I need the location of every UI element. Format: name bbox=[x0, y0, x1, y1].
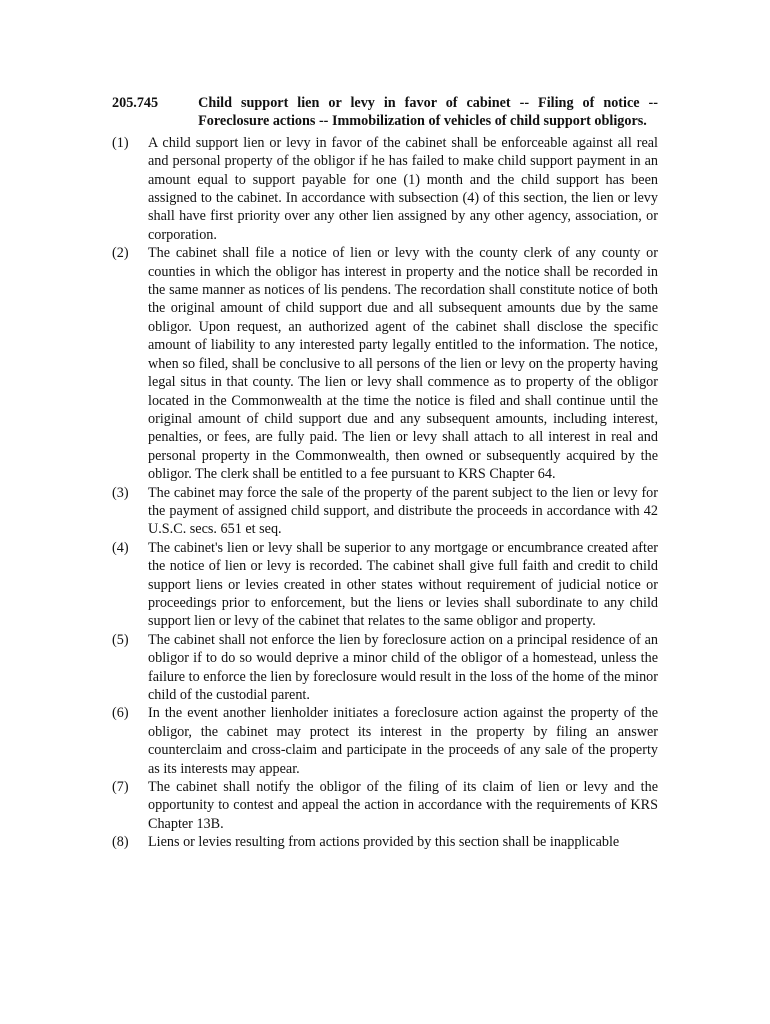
section-text: The cabinet shall notify the obligor of the filing of its claim of lien or levy and the opportunity to contest and appeal the action in accordance with the requirements of KRS Chapter 13B. bbox=[148, 779, 658, 832]
document-page bbox=[112, 94, 658, 852]
section-text: The cabinet may force the sale of the property of the parent subject to the lien or levy for the payment of assigned child support, and distribute the proceeds in accordance with 42 U.S.C. secs. 651 et seq. bbox=[148, 484, 658, 538]
section-number: (1) bbox=[112, 134, 129, 151]
section-number: (7) bbox=[112, 779, 129, 796]
section-4 bbox=[112, 539, 658, 631]
section-5 bbox=[112, 631, 658, 705]
section-text: The cabinet's lien or levy shall be superior to any mortgage or encumbrance created after the notice of lien or levy is recorded. The cabinet shall give full faith and credit to child support liens or levies created in other states without requirement of judicial notice or proceedings prior to enforcement, but the liens or levies shall subordinate to any child support lien or levy of the cabinet that relates to the same obligor and property. bbox=[148, 539, 658, 630]
section-number: (4) bbox=[112, 539, 129, 556]
statute-title: Child support lien or levy in favor of cabinet -- Filing of notice -- Foreclosure actions -- Immobilization of vehicles of child support obligors. bbox=[198, 95, 658, 130]
section-number: (2) bbox=[112, 245, 129, 262]
section-2 bbox=[112, 244, 658, 483]
section-text: Liens or levies resulting from actions provided by this section shall be inapplicable bbox=[148, 834, 620, 851]
section-number: (5) bbox=[112, 631, 129, 648]
section-7 bbox=[112, 778, 658, 833]
section-1 bbox=[112, 134, 658, 244]
section-number: (8) bbox=[112, 834, 129, 851]
statute-heading bbox=[112, 94, 658, 131]
section-3 bbox=[112, 484, 658, 539]
section-text: The cabinet shall file a notice of lien or levy with the county clerk of any county or counties in which the obligor has interest in property and the notice shall be recorded in the same manner as notices of lis pendens. The recordation shall constitute notice of both the original amount of child support due and all subsequent amounts due by the same obligor. Upon request, an authorized agent of the cabinet shall disclose the specific amount of liability to any interested party legally entitled to the information. The notice, when so filed, shall be conclusive to all persons of the lien or levy on the property having legal situs in that county. The lien or levy shall commence as to property of the obligor located in the Commonwealth at the time the notice is filed and shall continue until the original amount of child support due and any subsequent amounts, including interest, penalties, or fees, are fully paid. The lien or levy shall attach to all interest in real and personal property in the Commonwealth, then owned or subsequently acquired by the obligor. The clerk shall be entitled to a fee pursuant to KRS Chapter 64. bbox=[148, 245, 658, 483]
section-number: (3) bbox=[112, 484, 129, 501]
section-6 bbox=[112, 704, 658, 778]
section-text: In the event another lienholder initiates a foreclosure action against the property of the obligor, the cabinet may protect its interest in the property by filing an answer counterclaim and cross-claim and participate in the proceeds of any sale of the property as its interests may appear. bbox=[148, 705, 658, 777]
section-text: A child support lien or levy in favor of the cabinet shall be enforceable against all real and personal property of the obligor if he has failed to make child support payment in an amount equal to support payable for one (1) month and the child support has been assigned to the cabinet. In accordance with subsection (4) of this section, the lien or levy shall have first priority over any other lien assigned by any other agency, association, or corporation. bbox=[148, 134, 658, 243]
statute-number: 205.745 bbox=[112, 95, 159, 111]
section-8 bbox=[112, 833, 658, 851]
section-number: (6) bbox=[112, 705, 129, 722]
section-text: The cabinet shall not enforce the lien by foreclosure action on a principal residence of an obligor if to do so would deprive a minor child of the obligor of a homestead, unless the failure to enforce the lien by foreclosure would result in the loss of the home of the minor child of the custodial parent. bbox=[148, 631, 658, 703]
